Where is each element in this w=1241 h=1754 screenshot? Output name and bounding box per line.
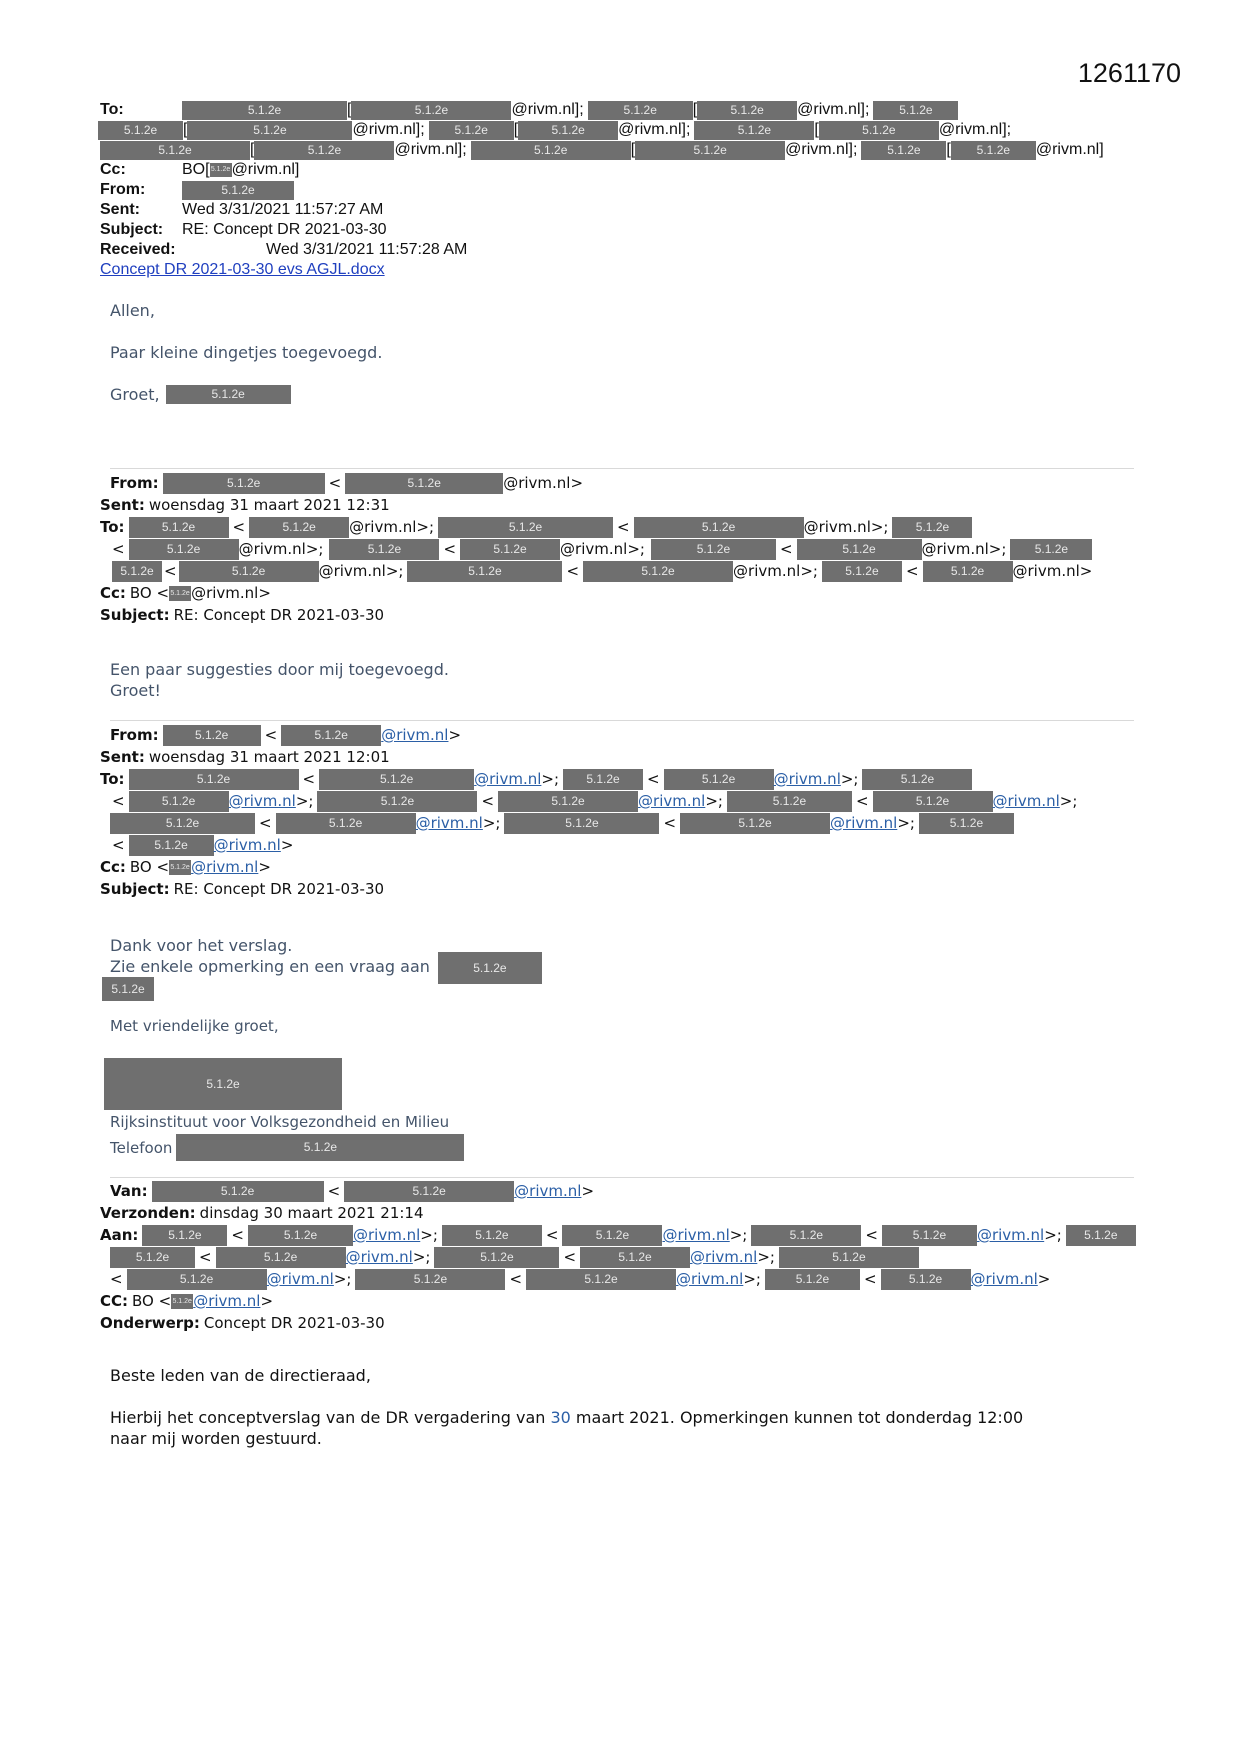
sent-label: Sent: xyxy=(100,496,145,514)
from-label: From: xyxy=(110,726,159,744)
redaction: 5.1.2e xyxy=(892,517,972,538)
redaction: 5.1.2e xyxy=(822,561,902,582)
to-row-2 xyxy=(98,120,1140,140)
lt: < xyxy=(545,1226,559,1244)
redaction: 5.1.2e xyxy=(951,141,1036,160)
attachment-row xyxy=(100,260,1140,280)
redaction: 5.1.2e xyxy=(765,1269,860,1290)
email-domain: @rivm.nl]; xyxy=(618,121,691,138)
redaction: 5.1.2e xyxy=(881,1269,971,1290)
gt: >; xyxy=(743,1270,761,1288)
bracket: [ xyxy=(946,141,951,158)
mail3-from-row xyxy=(100,724,1140,746)
redaction: 5.1.2e xyxy=(471,141,631,160)
gt: >; xyxy=(1059,792,1078,810)
redaction: 5.1.2e xyxy=(779,1247,919,1268)
subject-value: RE: Concept DR 2021-03-30 xyxy=(182,221,387,238)
redaction: 5.1.2e xyxy=(861,141,946,160)
subject-value: RE: Concept DR 2021-03-30 xyxy=(173,606,385,624)
redaction: 5.1.2e xyxy=(249,517,349,538)
redaction: 5.1.2e xyxy=(460,539,560,560)
redaction: 5.1.2e xyxy=(694,121,814,140)
gt: >; xyxy=(420,1226,438,1244)
document-number: 1261170 xyxy=(1077,58,1181,88)
redaction: 5.1.2e xyxy=(429,121,514,140)
mail2-cc-row xyxy=(100,582,1140,604)
mail4-greeting: Beste leden van de directieraad, xyxy=(110,1366,371,1385)
redaction: 5.1.2e xyxy=(176,1134,464,1161)
redaction: 5.1.2e xyxy=(110,813,255,834)
lt: < xyxy=(264,726,278,744)
redaction: 5.1.2e xyxy=(518,121,618,140)
body-text: maart 2021. Opmerkingen kunnen tot donderdag 12:00 xyxy=(570,1408,1024,1427)
gt: >; xyxy=(729,1226,748,1244)
message1-signoff xyxy=(110,384,291,405)
email-link[interactable]: @rivm.nl xyxy=(690,1248,758,1266)
lt: < xyxy=(327,1182,341,1200)
redaction: 5.1.2e xyxy=(319,769,474,790)
redaction: 5.1.2e xyxy=(166,385,291,404)
mail2-to-row-2 xyxy=(100,538,1140,560)
mail3-sent-row xyxy=(100,746,1140,768)
mail2-to-row-3 xyxy=(100,560,1140,582)
lt: < xyxy=(231,1226,244,1244)
redaction: 5.1.2e xyxy=(588,101,693,120)
gt: >; xyxy=(705,792,723,810)
mail4-body-line2: naar mij worden gestuurd. xyxy=(110,1429,322,1448)
redaction: 5.1.2e xyxy=(163,473,325,494)
lt: < xyxy=(617,518,630,536)
body-text: Zie enkele opmerking en een vraag aan xyxy=(110,957,430,976)
email-domain: @rivm.nl>; xyxy=(318,562,404,580)
redaction: 5.1.2e xyxy=(142,1225,227,1246)
mail2-from-row xyxy=(100,472,1140,494)
redaction: 5.1.2e xyxy=(751,1225,861,1246)
mail3-body-line2 xyxy=(110,952,542,984)
redaction: 5.1.2e xyxy=(163,725,261,746)
redaction: 5.1.2e xyxy=(697,101,797,120)
redaction: 5.1.2e xyxy=(317,791,477,812)
sent-label: Sent: xyxy=(100,201,140,218)
lt: < xyxy=(855,792,869,810)
gt: >; xyxy=(295,792,314,810)
redaction: 5.1.2e xyxy=(102,977,154,1001)
email-link[interactable]: @rivm.nl xyxy=(662,1226,730,1244)
redaction: 5.1.2e xyxy=(1066,1225,1136,1246)
sent-value: dinsdag 30 maart 2021 21:14 xyxy=(199,1204,424,1222)
email-domain: @rivm.nl]; xyxy=(511,101,584,118)
to-label: To: xyxy=(100,770,125,788)
redaction: 5.1.2e xyxy=(281,725,381,746)
redaction: 5.1.2e xyxy=(254,141,394,160)
email-domain: @rivm.nl> xyxy=(191,584,271,602)
received-label: Received: xyxy=(100,241,176,258)
gt: >; xyxy=(412,1248,431,1266)
cc-value: BO < xyxy=(129,858,170,876)
lt: < xyxy=(112,540,125,558)
attachment-link[interactable]: Concept DR 2021-03-30 evs AGJL.docx xyxy=(100,261,385,278)
email-domain: @rivm.nl>; xyxy=(238,540,324,558)
redaction: 5.1.2e xyxy=(819,121,939,140)
redaction: 5.1.2e xyxy=(504,813,659,834)
email-link[interactable]: @rivm.nl xyxy=(213,836,281,854)
redaction: 5.1.2e xyxy=(248,1225,353,1246)
mail4-subject-row xyxy=(100,1312,1140,1334)
from-row xyxy=(100,180,1140,200)
sent-value: woensdag 31 maart 2021 12:31 xyxy=(148,496,390,514)
gt: >; xyxy=(482,814,501,832)
redaction: 5.1.2e xyxy=(329,539,439,560)
email-domain: @rivm.nl]; xyxy=(797,101,870,118)
email-domain: @rivm.nl>; xyxy=(349,518,435,536)
mail4-to-row-3 xyxy=(100,1268,1140,1290)
redaction: 5.1.2e xyxy=(355,1269,505,1290)
email-link[interactable]: @rivm.nl xyxy=(191,858,259,876)
mail2-subject-row xyxy=(100,604,1140,626)
mail4-to-row-1 xyxy=(100,1224,1140,1246)
email-link[interactable]: @rivm.nl xyxy=(830,814,898,832)
gt: >; xyxy=(897,814,915,832)
cc-label: Cc: xyxy=(100,584,126,602)
lt: < xyxy=(566,562,580,580)
redaction: 5.1.2e xyxy=(216,1247,346,1268)
lt: < xyxy=(302,770,316,788)
redaction: 5.1.2e xyxy=(129,769,299,790)
to-label: Aan: xyxy=(100,1226,139,1244)
mail3-cc-row xyxy=(100,856,1140,878)
bracket: [ xyxy=(347,101,352,118)
redaction: 5.1.2e xyxy=(526,1269,676,1290)
gt: > xyxy=(260,1292,274,1310)
cc-value: BO[ xyxy=(182,161,210,178)
cc-value: BO < xyxy=(132,1292,172,1310)
lt: < xyxy=(164,562,177,580)
redaction: 5.1.2e xyxy=(563,769,643,790)
redaction: 5.1.2e xyxy=(169,586,191,601)
phone-label: Telefoon xyxy=(110,1138,173,1157)
email-link[interactable]: @rivm.nl xyxy=(514,1182,582,1200)
lt: < xyxy=(647,770,660,788)
email-link[interactable]: @rivm.nl xyxy=(415,814,483,832)
gt: >; xyxy=(1044,1226,1062,1244)
redaction: 5.1.2e xyxy=(182,181,294,200)
received-row xyxy=(100,240,1140,260)
mail3-to-row-2 xyxy=(100,790,1140,812)
redaction: 5.1.2e xyxy=(171,1294,193,1309)
from-label: From: xyxy=(110,474,159,492)
subject-label: Onderwerp: xyxy=(100,1314,200,1332)
lt: < xyxy=(232,518,246,536)
lt: < xyxy=(328,474,342,492)
redaction: 5.1.2e xyxy=(664,769,774,790)
body-text: Hierbij het conceptverslag van de DR vergadering van xyxy=(110,1408,551,1427)
redaction: 5.1.2e xyxy=(182,101,347,120)
redaction: 5.1.2e xyxy=(276,813,416,834)
redaction: 5.1.2e xyxy=(169,860,191,875)
subject-label: Subject: xyxy=(100,221,164,238)
subject-label: Subject: xyxy=(100,606,170,624)
email-domain: @rivm.nl]; xyxy=(394,141,467,158)
redaction: 5.1.2e xyxy=(129,517,229,538)
email-link[interactable]: @rivm.nl xyxy=(976,1226,1045,1244)
divider xyxy=(110,468,1134,469)
cc-row xyxy=(100,160,1140,180)
bracket: [ xyxy=(183,121,188,138)
email-domain: @rivm.nl>; xyxy=(560,540,645,558)
mail3-body-line1: Dank voor het verslag. xyxy=(110,936,293,955)
redaction: 5.1.2e xyxy=(129,835,214,856)
mail4-cc-row xyxy=(100,1290,1140,1312)
redaction: 5.1.2e xyxy=(129,539,239,560)
bracket: [ xyxy=(814,121,819,138)
to-row-3 xyxy=(100,140,1140,160)
signoff-text: Groet, xyxy=(110,385,160,404)
cc-label: CC: xyxy=(100,1292,129,1310)
bracket: [ xyxy=(513,121,519,138)
date-number: 30 xyxy=(550,1408,571,1427)
mail4-to-row-2 xyxy=(100,1246,1140,1268)
sent-row xyxy=(100,200,1140,220)
email-link[interactable]: @rivm.nl xyxy=(228,792,296,810)
redaction: 5.1.2e xyxy=(583,561,733,582)
redaction: 5.1.2e xyxy=(873,101,958,120)
cc-label: Cc: xyxy=(100,161,126,178)
redaction: 5.1.2e xyxy=(210,163,232,177)
redaction: 5.1.2e xyxy=(187,121,352,140)
gt: > xyxy=(280,836,294,854)
redaction: 5.1.2e xyxy=(580,1247,690,1268)
mail4-sent-row xyxy=(100,1202,1140,1224)
redaction: 5.1.2e xyxy=(873,791,993,812)
email-link[interactable]: @rivm.nl xyxy=(638,792,706,810)
gt: > xyxy=(581,1182,595,1200)
lt: < xyxy=(779,540,793,558)
lt: < xyxy=(663,814,677,832)
gt: >; xyxy=(840,770,859,788)
email-link[interactable]: @rivm.nl xyxy=(193,1292,261,1310)
redaction: 5.1.2e xyxy=(112,561,162,582)
sent-value: woensdag 31 maart 2021 12:01 xyxy=(148,748,390,766)
gt: > xyxy=(258,858,271,876)
redaction: 5.1.2e xyxy=(1010,539,1092,560)
lt: < xyxy=(481,792,495,810)
email-link[interactable]: @rivm.nl xyxy=(345,1248,413,1266)
gt: >; xyxy=(757,1248,775,1266)
redaction: 5.1.2e xyxy=(634,517,804,538)
mail3-closing: Met vriendelijke groet, xyxy=(110,1017,279,1035)
bracket: [ xyxy=(630,141,636,158)
lt: < xyxy=(259,814,272,832)
lt: < xyxy=(865,1226,878,1244)
redaction: 5.1.2e xyxy=(882,1225,977,1246)
redaction: 5.1.2e xyxy=(727,791,852,812)
lt: < xyxy=(112,836,125,854)
received-value: Wed 3/31/2021 11:57:28 AM xyxy=(266,241,468,258)
email-link[interactable]: @rivm.nl xyxy=(992,792,1060,810)
email-domain: @rivm.nl]; xyxy=(938,121,1012,138)
redaction: 5.1.2e xyxy=(919,813,1014,834)
redaction: 5.1.2e xyxy=(407,561,562,582)
redaction: 5.1.2e xyxy=(923,561,1013,582)
mail4-from-row xyxy=(100,1180,1140,1202)
lt: < xyxy=(863,1270,877,1288)
to-row-1 xyxy=(100,100,1140,120)
email-domain: @rivm.nl] xyxy=(1035,141,1104,158)
redaction: 5.1.2e xyxy=(100,141,250,160)
redaction: 5.1.2e xyxy=(110,1247,195,1268)
lt: < xyxy=(112,792,125,810)
subject-row xyxy=(100,220,1140,240)
redaction: 5.1.2e xyxy=(635,141,785,160)
redaction: 5.1.2e xyxy=(498,791,638,812)
redaction: 5.1.2e xyxy=(129,791,229,812)
sent-label: Sent: xyxy=(100,748,145,766)
mail2-body-line2: Groet! xyxy=(110,681,161,700)
mail3-to-row-3 xyxy=(100,812,1140,834)
gt: >; xyxy=(541,770,560,788)
bracket: [ xyxy=(250,141,255,158)
redaction: 5.1.2e xyxy=(442,1225,542,1246)
mail3-org: Rijksinstituut voor Volksgezondheid en Milieu xyxy=(110,1113,450,1131)
lt: < xyxy=(443,540,457,558)
mail3-subject-row xyxy=(100,878,1140,900)
email-domain: @rivm.nl]; xyxy=(352,121,425,138)
from-label: From: xyxy=(100,181,146,198)
cc-label: Cc: xyxy=(100,858,126,876)
redaction: 5.1.2e xyxy=(562,1225,662,1246)
redaction: 5.1.2e xyxy=(434,1247,559,1268)
message1-text: Paar kleine dingetjes toegevoegd. xyxy=(110,343,383,362)
divider xyxy=(110,720,1134,721)
email-header xyxy=(100,100,1140,280)
lt: < xyxy=(905,562,919,580)
to-label: To: xyxy=(100,101,124,118)
lt: < xyxy=(563,1248,577,1266)
bracket: [ xyxy=(692,101,698,118)
gt: >; xyxy=(333,1270,352,1288)
redaction: 5.1.2e xyxy=(797,539,922,560)
redaction: 5.1.2e xyxy=(438,952,542,984)
mail3-phone xyxy=(110,1134,464,1161)
email-link[interactable]: @rivm.nl xyxy=(266,1270,334,1288)
lt: < xyxy=(199,1248,212,1266)
sent-value: Wed 3/31/2021 11:57:27 AM xyxy=(182,201,384,218)
redaction: 5.1.2e xyxy=(345,473,503,494)
lt: < xyxy=(110,1270,123,1288)
cc-value: BO < xyxy=(129,584,170,602)
sent-label: Verzonden: xyxy=(100,1204,196,1222)
redaction: 5.1.2e xyxy=(862,769,972,790)
mail4-body-line1 xyxy=(110,1407,1023,1428)
gt: > xyxy=(448,726,462,744)
email-link[interactable]: @rivm.nl xyxy=(970,1270,1038,1288)
email-link[interactable]: @rivm.nl xyxy=(773,770,841,788)
from-label: Van: xyxy=(110,1182,148,1200)
mail2-header xyxy=(100,472,1140,626)
mail3-to-row-1 xyxy=(100,768,1140,790)
email-domain: @rivm.nl> xyxy=(1012,562,1093,580)
email-domain: @rivm.nl>; xyxy=(921,540,1007,558)
subject-label: Subject: xyxy=(100,880,170,898)
redaction: 5.1.2e xyxy=(98,121,183,140)
redaction: 5.1.2e xyxy=(152,1181,324,1202)
email-link[interactable]: @rivm.nl xyxy=(474,770,542,788)
mail2-to-row-1 xyxy=(100,516,1140,538)
mail3-to-row-4 xyxy=(100,834,1140,856)
email-domain: @rivm.nl>; xyxy=(733,562,818,580)
email-link[interactable]: @rivm.nl xyxy=(353,1226,421,1244)
mail4-header xyxy=(100,1180,1140,1334)
redaction: 5.1.2e xyxy=(344,1181,514,1202)
redaction: 5.1.2e xyxy=(127,1269,267,1290)
email-link[interactable]: @rivm.nl xyxy=(676,1270,744,1288)
email-link[interactable]: @rivm.nl xyxy=(381,726,449,744)
redaction: 5.1.2e xyxy=(351,101,511,120)
gt: > xyxy=(1037,1270,1051,1288)
cc-domain: @rivm.nl] xyxy=(231,161,300,178)
message1-greeting: Allen, xyxy=(110,301,155,320)
to-label: To: xyxy=(100,518,125,536)
redaction: 5.1.2e xyxy=(651,539,776,560)
email-domain: @rivm.nl]; xyxy=(785,141,858,158)
mail2-body-line1: Een paar suggesties door mij toegevoegd. xyxy=(110,660,449,679)
redaction: 5.1.2e xyxy=(680,813,830,834)
subject-value: RE: Concept DR 2021-03-30 xyxy=(173,880,385,898)
redaction: 5.1.2e xyxy=(104,1058,342,1110)
mail2-sent-row xyxy=(100,494,1140,516)
lt: < xyxy=(509,1270,523,1288)
redaction: 5.1.2e xyxy=(179,561,319,582)
redaction: 5.1.2e xyxy=(438,517,613,538)
subject-value: Concept DR 2021-03-30 xyxy=(203,1314,385,1332)
divider xyxy=(110,1177,1134,1178)
mail3-header xyxy=(100,724,1140,900)
email-domain: @rivm.nl> xyxy=(503,474,584,492)
email-domain: @rivm.nl>; xyxy=(803,518,889,536)
